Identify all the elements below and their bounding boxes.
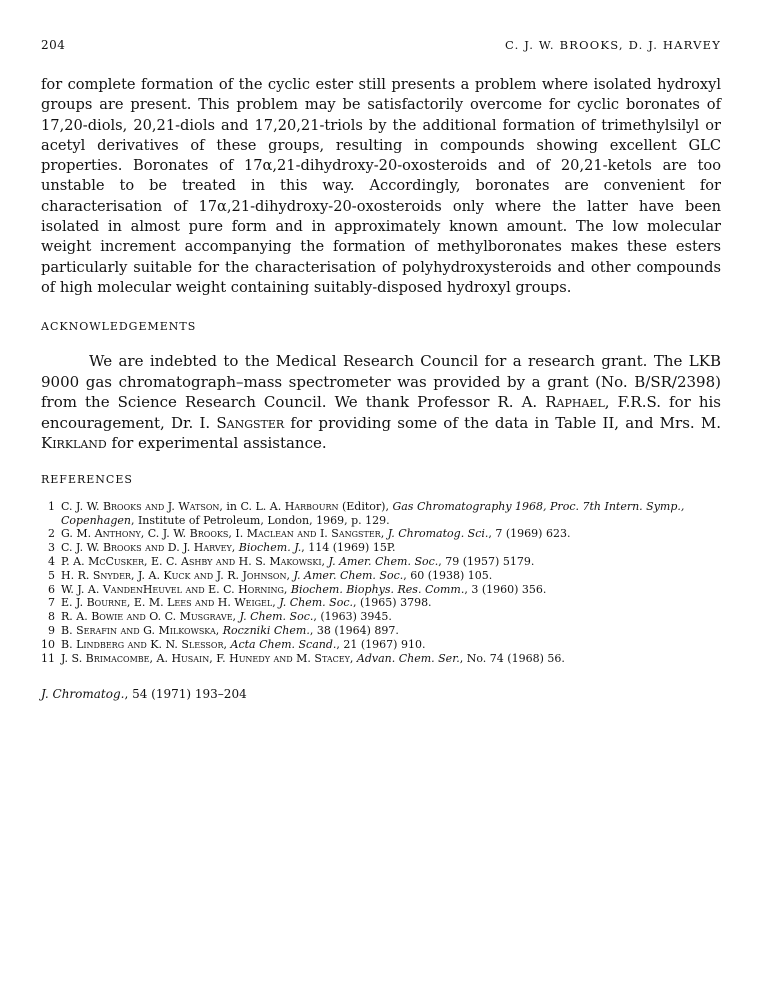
reference-item — [41, 583, 721, 597]
reference-item — [41, 527, 721, 541]
reference-source: J. Chem. Soc. — [239, 610, 314, 624]
reference-number: 6 — [48, 582, 55, 596]
reference-authors: E. J. Bourne, E. M. Lees and H. Weigel — [61, 596, 273, 610]
reference-source: Acta Chem. Scand. — [230, 637, 337, 651]
reference-details: , 38 (1964) 897. — [309, 623, 399, 637]
reference-text — [61, 527, 721, 541]
journal-citation-footer — [41, 687, 721, 701]
reference-source: Advan. Chem. Ser. — [356, 651, 460, 665]
reference-details: , 3 (1960) 356. — [464, 582, 547, 596]
references-heading: REFERENCES — [41, 472, 133, 486]
reference-details: , (1963) 3945. — [313, 610, 392, 624]
reference-separator: , — [380, 527, 388, 541]
reference-editor-suffix: (Editor), — [338, 499, 393, 513]
reference-source: J. Amer. Chem. Soc. — [293, 568, 404, 582]
footer-journal-details: , 54 (1971) 193–204 — [124, 687, 247, 702]
reference-authors: P. A. McCusker, E. C. Ashby and H. S. Makowski — [61, 554, 322, 568]
reference-number: 7 — [48, 596, 55, 610]
reference-authors: J. S. Brimacombe, A. Husain, F. Hunedy and M. Stacey — [61, 651, 350, 665]
ack-name-kirkland: Kirkland — [41, 434, 107, 453]
reference-separator: , — [349, 651, 357, 665]
reference-authors: C. J. W. Brooks and J. Watson — [61, 499, 220, 513]
footer-journal-name: J. Chromatog. — [41, 687, 125, 702]
reference-item — [41, 555, 721, 569]
reference-authors: W. J. A. VandenHeuvel and E. C. Horning — [61, 582, 284, 596]
reference-authors: C. J. W. Brooks and D. J. Harvey — [61, 541, 232, 555]
reference-details: , Institute of Petroleum, London, 1969, p. 129. — [130, 513, 390, 527]
reference-number: 1 — [48, 499, 55, 513]
reference-text — [61, 500, 721, 528]
reference-separator: , — [231, 541, 239, 555]
reference-details: , 114 (1969) 15P. — [301, 541, 396, 555]
reference-item — [41, 652, 721, 666]
acknowledgements-paragraph — [41, 351, 721, 454]
reference-number: 3 — [48, 541, 55, 555]
reference-text — [61, 583, 721, 597]
reference-details: , 60 (1938) 105. — [403, 568, 493, 582]
reference-item — [41, 610, 721, 624]
reference-item — [41, 638, 721, 652]
reference-source: J. Chem. Soc. — [279, 596, 353, 610]
reference-text — [61, 652, 721, 666]
ack-text-part-2: , F.R.S. for his encouragement, Dr. I. — [41, 393, 721, 432]
journal-page — [41, 38, 721, 701]
references-list — [41, 500, 721, 666]
reference-editor: C. L. A. Harbourn — [240, 499, 339, 513]
reference-text — [61, 541, 721, 555]
reference-number: 5 — [48, 568, 55, 582]
reference-authors: B. Lindberg and K. N. Slessor — [61, 637, 224, 651]
reference-number: 10 — [41, 637, 55, 651]
ack-name-sangster: Sangster — [216, 413, 285, 432]
reference-number: 4 — [48, 554, 55, 568]
reference-text — [61, 569, 721, 583]
reference-number: 9 — [48, 623, 55, 637]
reference-text — [61, 596, 721, 610]
reference-item — [41, 541, 721, 555]
reference-details: , 7 (1969) 623. — [488, 527, 571, 541]
reference-separator: , — [272, 596, 280, 610]
acknowledgements-heading: ACKNOWLEDGEMENTS — [41, 320, 197, 334]
reference-separator: , in — [219, 499, 241, 513]
reference-separator: , — [321, 554, 329, 568]
reference-source: Biochem. Biophys. Res. Comm. — [290, 582, 465, 596]
reference-authors: R. A. Bowie and O. C. Musgrave — [61, 610, 233, 624]
reference-details: , 79 (1957) 5179. — [438, 554, 535, 568]
reference-separator: , — [286, 568, 294, 582]
reference-number: 8 — [48, 610, 55, 624]
reference-text — [61, 610, 721, 624]
reference-separator: , — [283, 582, 291, 596]
reference-details: , No. 74 (1968) 56. — [459, 651, 565, 665]
ack-text-part-4: for experimental assistance. — [106, 434, 327, 453]
reference-item — [41, 569, 721, 583]
page-number: 204 — [41, 38, 66, 52]
ack-name-raphael: Raphael — [545, 393, 605, 412]
reference-separator: , — [223, 637, 231, 651]
reference-item — [41, 624, 721, 638]
running-head-authors: C. J. W. BROOKS, D. J. HARVEY — [504, 38, 721, 52]
reference-item — [41, 596, 721, 610]
reference-authors: G. M. Anthony, C. J. W. Brooks, I. Maclean and I. Sangster — [61, 527, 381, 541]
reference-details: , (1965) 3798. — [353, 596, 432, 610]
reference-source: J. Amer. Chem. Soc. — [328, 554, 439, 568]
ack-text-part-3: for providing some of the data in Table II, and Mrs. M. — [284, 413, 721, 432]
reference-separator: , — [215, 623, 223, 637]
reference-text — [61, 638, 721, 652]
reference-separator: , — [232, 610, 240, 624]
reference-text — [61, 624, 721, 638]
reference-source: Biochem. J. — [238, 541, 302, 555]
reference-item — [41, 500, 721, 528]
reference-source: Gas Chromatography 1968, Proc. 7th Intern. Symp., Copenhagen — [61, 499, 685, 527]
reference-authors: B. Serafin and G. Milkowska — [61, 623, 216, 637]
body-paragraph: for complete formation of the cyclic ester still presents a problem where isolated hydroxyl groups are present. This problem may be satisfactorily overcome for cyclic boronates of 17,20-diols, 20,21-diols and 17,20,21-triols by the additional formation of trimethylsilyl or acetyl derivatives of these groups, resulting in compounds showing excellent GLC properties. Boronates of 17α,21-dihydroxy-20-oxosteroids and of 20,21-ketols are too unstable to be treated in this way. Accordingly, boronates are convenient for characterisation of 17α,21-dihydroxy-20-oxosteroids only where the latter have been isolated in almost pure form and in approximately known amount. The low molecular weight increment accompanying the formation of methylboronates makes these esters particularly suitable for the characterisation of polyhydroxysteroids and other compounds of high molecular weight containing suitably-disposed hydroxyl groups. — [41, 76, 721, 296]
page-header — [41, 38, 721, 62]
reference-number: 11 — [41, 651, 55, 665]
reference-source: J. Chromatog. Sci. — [387, 527, 489, 541]
reference-text — [61, 555, 721, 569]
ack-text-part-1: We are indebted to the Medical Research Council for a research grant. The LKB 9000 gas chromatograph–mass spectrometer was provided by a grant (No. B/SR/2398) from the Science Research Council. We thank Professor R. A. — [41, 352, 721, 412]
reference-number: 2 — [48, 527, 55, 541]
reference-authors: H. R. Snyder, J. A. Kuck and J. R. Johnson — [61, 568, 287, 582]
reference-source: Roczniki Chem. — [222, 623, 310, 637]
reference-details: , 21 (1967) 910. — [336, 637, 426, 651]
